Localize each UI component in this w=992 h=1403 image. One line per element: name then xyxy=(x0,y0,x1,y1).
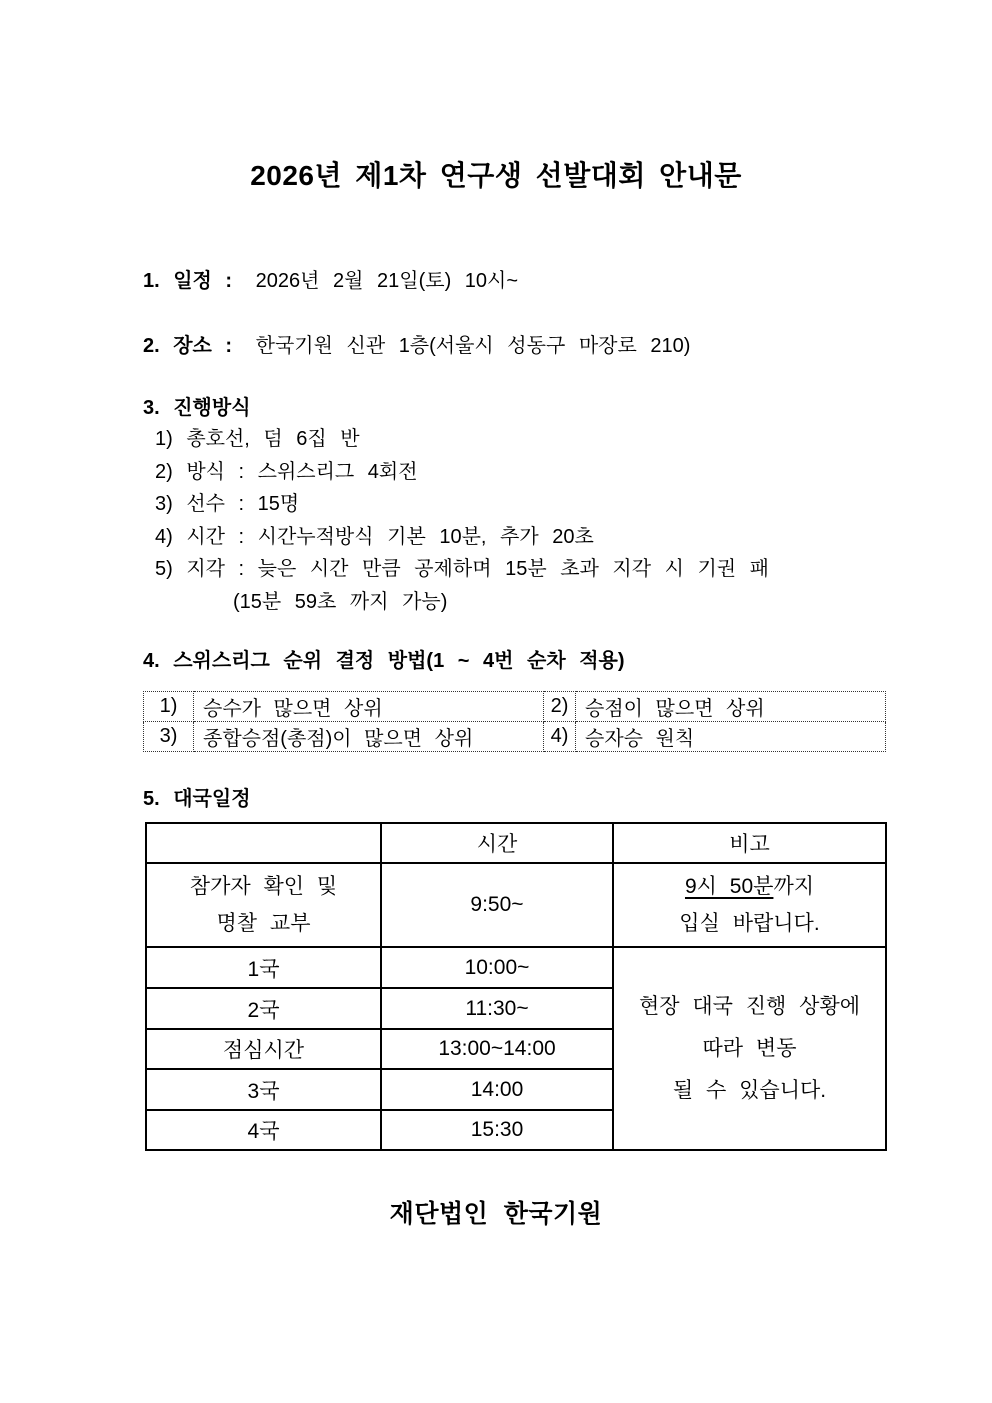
game4-name-cell: 4국 xyxy=(146,1110,381,1150)
section-5-schedule-heading xyxy=(143,786,251,812)
registration-note-cell xyxy=(613,863,886,947)
schedule-row-registration xyxy=(146,863,886,947)
section-4-label: 4. 스위스리그 순위 결정 방법(1 ~ 4번 순차 적용) xyxy=(143,650,625,672)
merged-note-line3: 될 수 있습니다. xyxy=(672,1078,827,1102)
game4-time-cell: 15:30 xyxy=(381,1110,613,1150)
ranking-row-1 xyxy=(144,692,886,722)
schedule-col-item-header xyxy=(146,823,381,863)
section-2-value: 한국기원 신관 1층(서울시 성동구 마장로 210) xyxy=(255,335,691,357)
ranking-cell-num-4: 4) xyxy=(544,722,576,752)
section-2-venue xyxy=(143,333,690,359)
registration-item-cell xyxy=(146,863,381,947)
schedule-col-note-header: 비고 xyxy=(613,823,886,863)
format-item-list xyxy=(155,423,769,618)
ranking-cell-text-3: 종합승점(총점)이 많으면 상위 xyxy=(194,722,544,752)
game2-name-cell: 2국 xyxy=(146,988,381,1029)
ranking-cell-num-2: 2) xyxy=(544,692,576,722)
format-item-2: 2) 방식 : 스위스리그 4회전 xyxy=(155,460,418,483)
section-5-label: 5. 대국일정 xyxy=(143,788,251,810)
format-item-3: 3) 선수 : 15명 xyxy=(155,493,300,515)
footer-organization: 재단법인 한국기원 xyxy=(389,1200,603,1228)
schedule-row-game1 xyxy=(146,947,886,988)
schedule-table xyxy=(145,822,887,1151)
ranking-cell-text-1: 승수가 많으면 상위 xyxy=(194,692,544,722)
merged-note-line2: 따라 변동 xyxy=(702,1036,797,1060)
ranking-cell-num-1: 1) xyxy=(144,692,194,722)
registration-item-line1: 참가자 확인 및 xyxy=(189,875,338,898)
game3-time-cell: 14:00 xyxy=(381,1069,613,1110)
schedule-col-time-header: 시간 xyxy=(381,823,613,863)
registration-note-line2: 입실 바랍니다. xyxy=(679,912,820,935)
ranking-cell-text-4: 승자승 원칙 xyxy=(576,722,886,752)
registration-item-line2: 명찰 교부 xyxy=(216,912,311,935)
game3-name-cell: 3국 xyxy=(146,1069,381,1110)
section-1-value: 2026년 2월 21일(토) 10시~ xyxy=(255,270,519,292)
game1-name-cell: 1국 xyxy=(146,947,381,988)
format-item-5-continuation: (15분 59초 까지 가능) xyxy=(233,590,448,613)
registration-time-cell: 9:50~ xyxy=(381,863,613,947)
registration-note-after: 까지 xyxy=(773,875,815,898)
section-3-label: 3. 진행방식 xyxy=(143,397,251,419)
lunch-time-cell: 13:00~14:00 xyxy=(381,1029,613,1069)
page-title: 2026년 제1차 연구생 선발대회 안내문 xyxy=(250,160,742,191)
merged-note-line1: 현장 대국 진행 상황에 xyxy=(638,994,861,1018)
schedule-header-row xyxy=(146,823,886,863)
format-item-5: 5) 지각 : 늦은 시간 만큼 공제하며 15분 초과 지각 시 기권 패 xyxy=(155,558,769,580)
section-1-label: 1. 일정 : xyxy=(143,270,233,292)
game2-time-cell: 11:30~ xyxy=(381,988,613,1029)
schedule-merged-note-cell xyxy=(613,947,886,1150)
registration-note-line1 xyxy=(614,868,885,905)
section-2-label: 2. 장소 : xyxy=(143,335,233,357)
format-item-1: 1) 총호선, 덤 6집 반 xyxy=(155,428,360,450)
section-1-date xyxy=(143,268,518,294)
lunch-name-cell: 점심시간 xyxy=(146,1029,381,1069)
ranking-cell-text-2: 승점이 많으면 상위 xyxy=(576,692,886,722)
ranking-cell-num-3: 3) xyxy=(144,722,194,752)
registration-note-underlined: 9시 50분 xyxy=(684,875,774,898)
game1-time-cell: 10:00~ xyxy=(381,947,613,988)
section-3-format-heading xyxy=(143,395,251,421)
section-4-ranking-heading xyxy=(143,648,625,674)
ranking-table xyxy=(143,691,886,752)
ranking-row-2 xyxy=(144,722,886,752)
format-item-4: 4) 시간 : 시간누적방식 기본 10분, 추가 20초 xyxy=(155,525,594,548)
